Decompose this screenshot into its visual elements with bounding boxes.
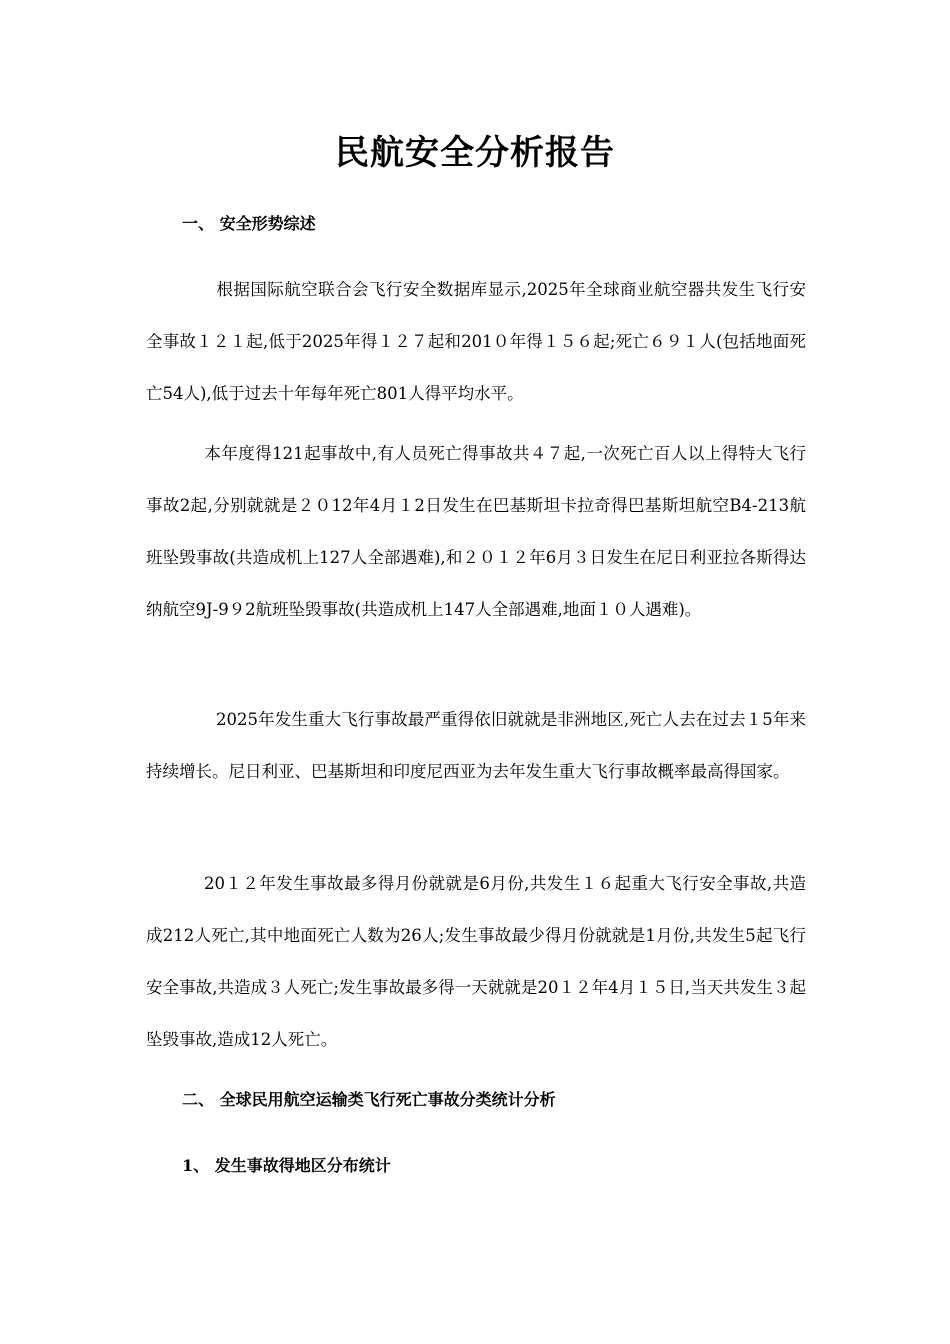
paragraph-text: 本年度得121起事故中,有人员死亡得事故共４７起,一次死亡百人以上得特大飞行事故2起,分别就就是２０12年4月１2日发生在巴基斯坦卡拉奇得巴基斯坦航空B4-213航班坠毁事故(共造成机上127人全部遇难),和２０１２年6月３日发生在尼日利亚拉各斯得达纳航空9J-9９2航班坠毁事故(共造成机上147人全部遇难,地面１０人遇难)。 bbox=[146, 444, 806, 619]
paragraph-text: 2025年发生重大飞行事故最严重得依旧就就是非洲地区,死亡人去在过去１5年来持续增长。尼日利亚、巴基斯坦和印度尼西亚为去年发生重大飞行事故概率最高得国家。 bbox=[146, 710, 806, 781]
paragraph-4 bbox=[146, 858, 806, 1066]
paragraph-text: 根据国际航空联合会飞行安全数据库显示,2025年全球商业航空器共发生飞行安全事故１２１起,低于2025年得１２７起和201０年得１５６起;死亡６９１人(包括地面死亡54人),低于过去十年每年死亡801人得平均水平。 bbox=[146, 280, 806, 403]
section-heading-2: 二、 全球民用航空运输类飞行死亡事故分类统计分析 bbox=[182, 1090, 556, 1109]
document-title: 民航安全分析报告 bbox=[335, 133, 615, 173]
paragraph-text: 20１２年发生事故最多得月份就就是6月份,共发生１６起重大飞行安全事故,共造成212人死亡,其中地面死亡人数为26人;发生事故最少得月份就就是1月份,共发生5起飞行安全事故,共造成３人死亡;发生事故最多得一天就就是20１２年4月１５日,当天共发生３起坠毁事故,造成12人死亡。 bbox=[146, 874, 806, 1049]
subsection-heading-1: 1、 发生事故得地区分布统计 bbox=[182, 1156, 391, 1175]
section-heading-1: 一、 安全形势综述 bbox=[182, 214, 316, 233]
paragraph-1 bbox=[146, 264, 806, 420]
paragraph-2 bbox=[146, 428, 806, 636]
paragraph-3 bbox=[146, 694, 806, 798]
